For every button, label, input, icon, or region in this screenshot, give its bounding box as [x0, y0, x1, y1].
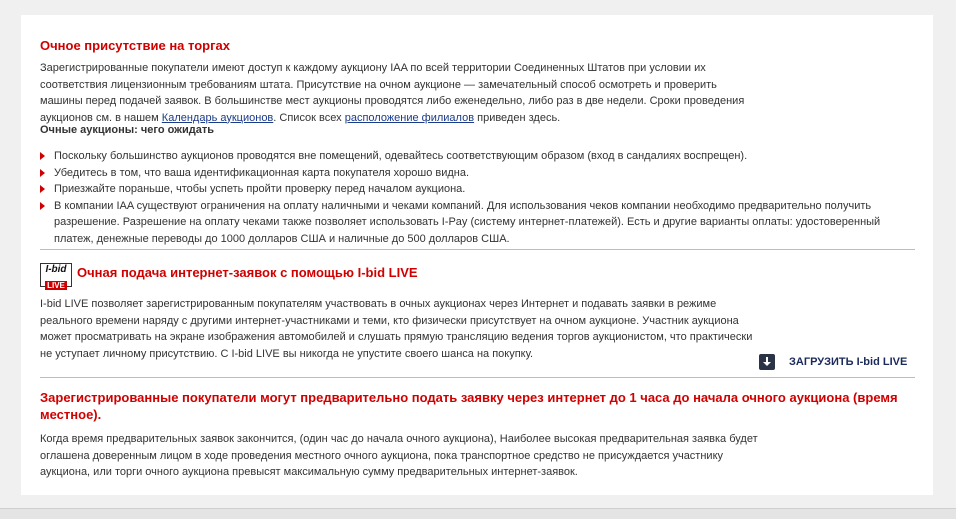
download-icon: [759, 354, 775, 370]
attendance-text-1: Зарегистрированные покупатели имеют доступ к каждому аукциону IAA по всей территории Соединенных Штатов при условии их соответствия лицензионным требованиям штата. Присутствие на очном аукционе — замечательный способ осмотреть и проверить машины перед подачей заявок. В большинстве мест аукционы проводятся либо еженедельно, либо раз в две недели. Сроки проведения аукционов см. в нашем: [40, 62, 745, 124]
list-item-text: Убедитесь в том, что ваша идентификационная карта покупателя хорошо видна.: [54, 166, 470, 179]
section-divider: [40, 249, 915, 250]
section-title-ibid-live: Очная подача интернет-заявок с помощью I-bid LIVE: [77, 265, 418, 280]
ibid-live-paragraph: I-bid LIVE позволяет зарегистрированным покупателям участвовать в очных аукционах через Интернет и подавать заявки в режиме реального времени наряду с другими интернет-участниками и теми, кто физически присутствует на очном аукционе. Участник аукциона может просматривать на экране изображения автомобилей и слушать прямую трансляцию ведения торгов аукционистом, что практически не уступает личному присутствию. С I-bid LIVE вы никогда не упустите своего шанса на покупку.: [40, 298, 753, 360]
branch-locations-link[interactable]: расположение филиалов: [344, 111, 475, 124]
section-title-prebid: Зарегистрированные покупатели могут предварительно подать заявку через интернет до 1 часа до начала очного аукциона (время местное).: [40, 390, 898, 422]
bullet-arrow-icon: [40, 169, 45, 177]
prebid-paragraph: Когда время предварительных заявок закончится, (один час до начала очного аукциона), Наиболее высокая предварительная заявка будет оглашена доверенным лицом в ходе проведения местного очного аукциона, пока транспортное средство не присуждается участнику аукциона, или торги очного аукциона превысят максимальную сумму предварительных интернет-заявок.: [40, 433, 758, 478]
attendance-text-2: . Список всех: [273, 111, 345, 124]
attendance-text-3: приведен здесь.: [474, 111, 561, 124]
ibid-live-logo: [40, 263, 72, 290]
ibid-logo-text: I-bid: [45, 264, 67, 275]
what-to-expect-heading: Очные аукционы: чего ожидать: [40, 124, 214, 136]
download-label: ЗАГРУЗИТЬ I-bid LIVE: [789, 356, 908, 368]
bullet-arrow-icon: [40, 152, 45, 160]
download-ibid-live-button[interactable]: [759, 353, 907, 371]
page-bottom-bar: [0, 508, 956, 519]
list-item-text: Поскольку большинство аукционов проводятся вне помещений, одевайтесь соответствующим образом (вход в сандалиях воспрещен).: [54, 150, 748, 162]
section-divider: [40, 377, 915, 378]
list-item: [40, 181, 915, 198]
auction-calendar-link[interactable]: Календарь аукционов: [161, 111, 274, 124]
list-item: [40, 165, 915, 182]
list-item: [40, 198, 915, 248]
section-title-attendance: Очное присутствие на торгах: [40, 38, 230, 53]
expectations-list: [40, 148, 915, 247]
list-item: [40, 148, 915, 165]
list-item-text: Приезжайте пораньше, чтобы успеть пройти проверку перед началом аукциона.: [54, 183, 466, 195]
bullet-arrow-icon: [40, 185, 45, 193]
bullet-arrow-icon: [40, 202, 45, 210]
ibid-logo-live-text: LIVE: [47, 281, 65, 290]
attendance-paragraph: [40, 60, 760, 126]
list-item-text: В компании IAA существуют ограничения на оплату наличными и чеками компаний. Для использования чеков компании необходимо предварительно получить разрешение. Разрешение на оплату чеками также позволяет использовать I-Pay (систему интернет-платежей). Есть и другие варианты оплаты: удостоверенный платеж, денежные переводы до 1000 долларов США и наличные до 500 долларов США.: [54, 199, 881, 245]
content-panel: [21, 15, 933, 495]
